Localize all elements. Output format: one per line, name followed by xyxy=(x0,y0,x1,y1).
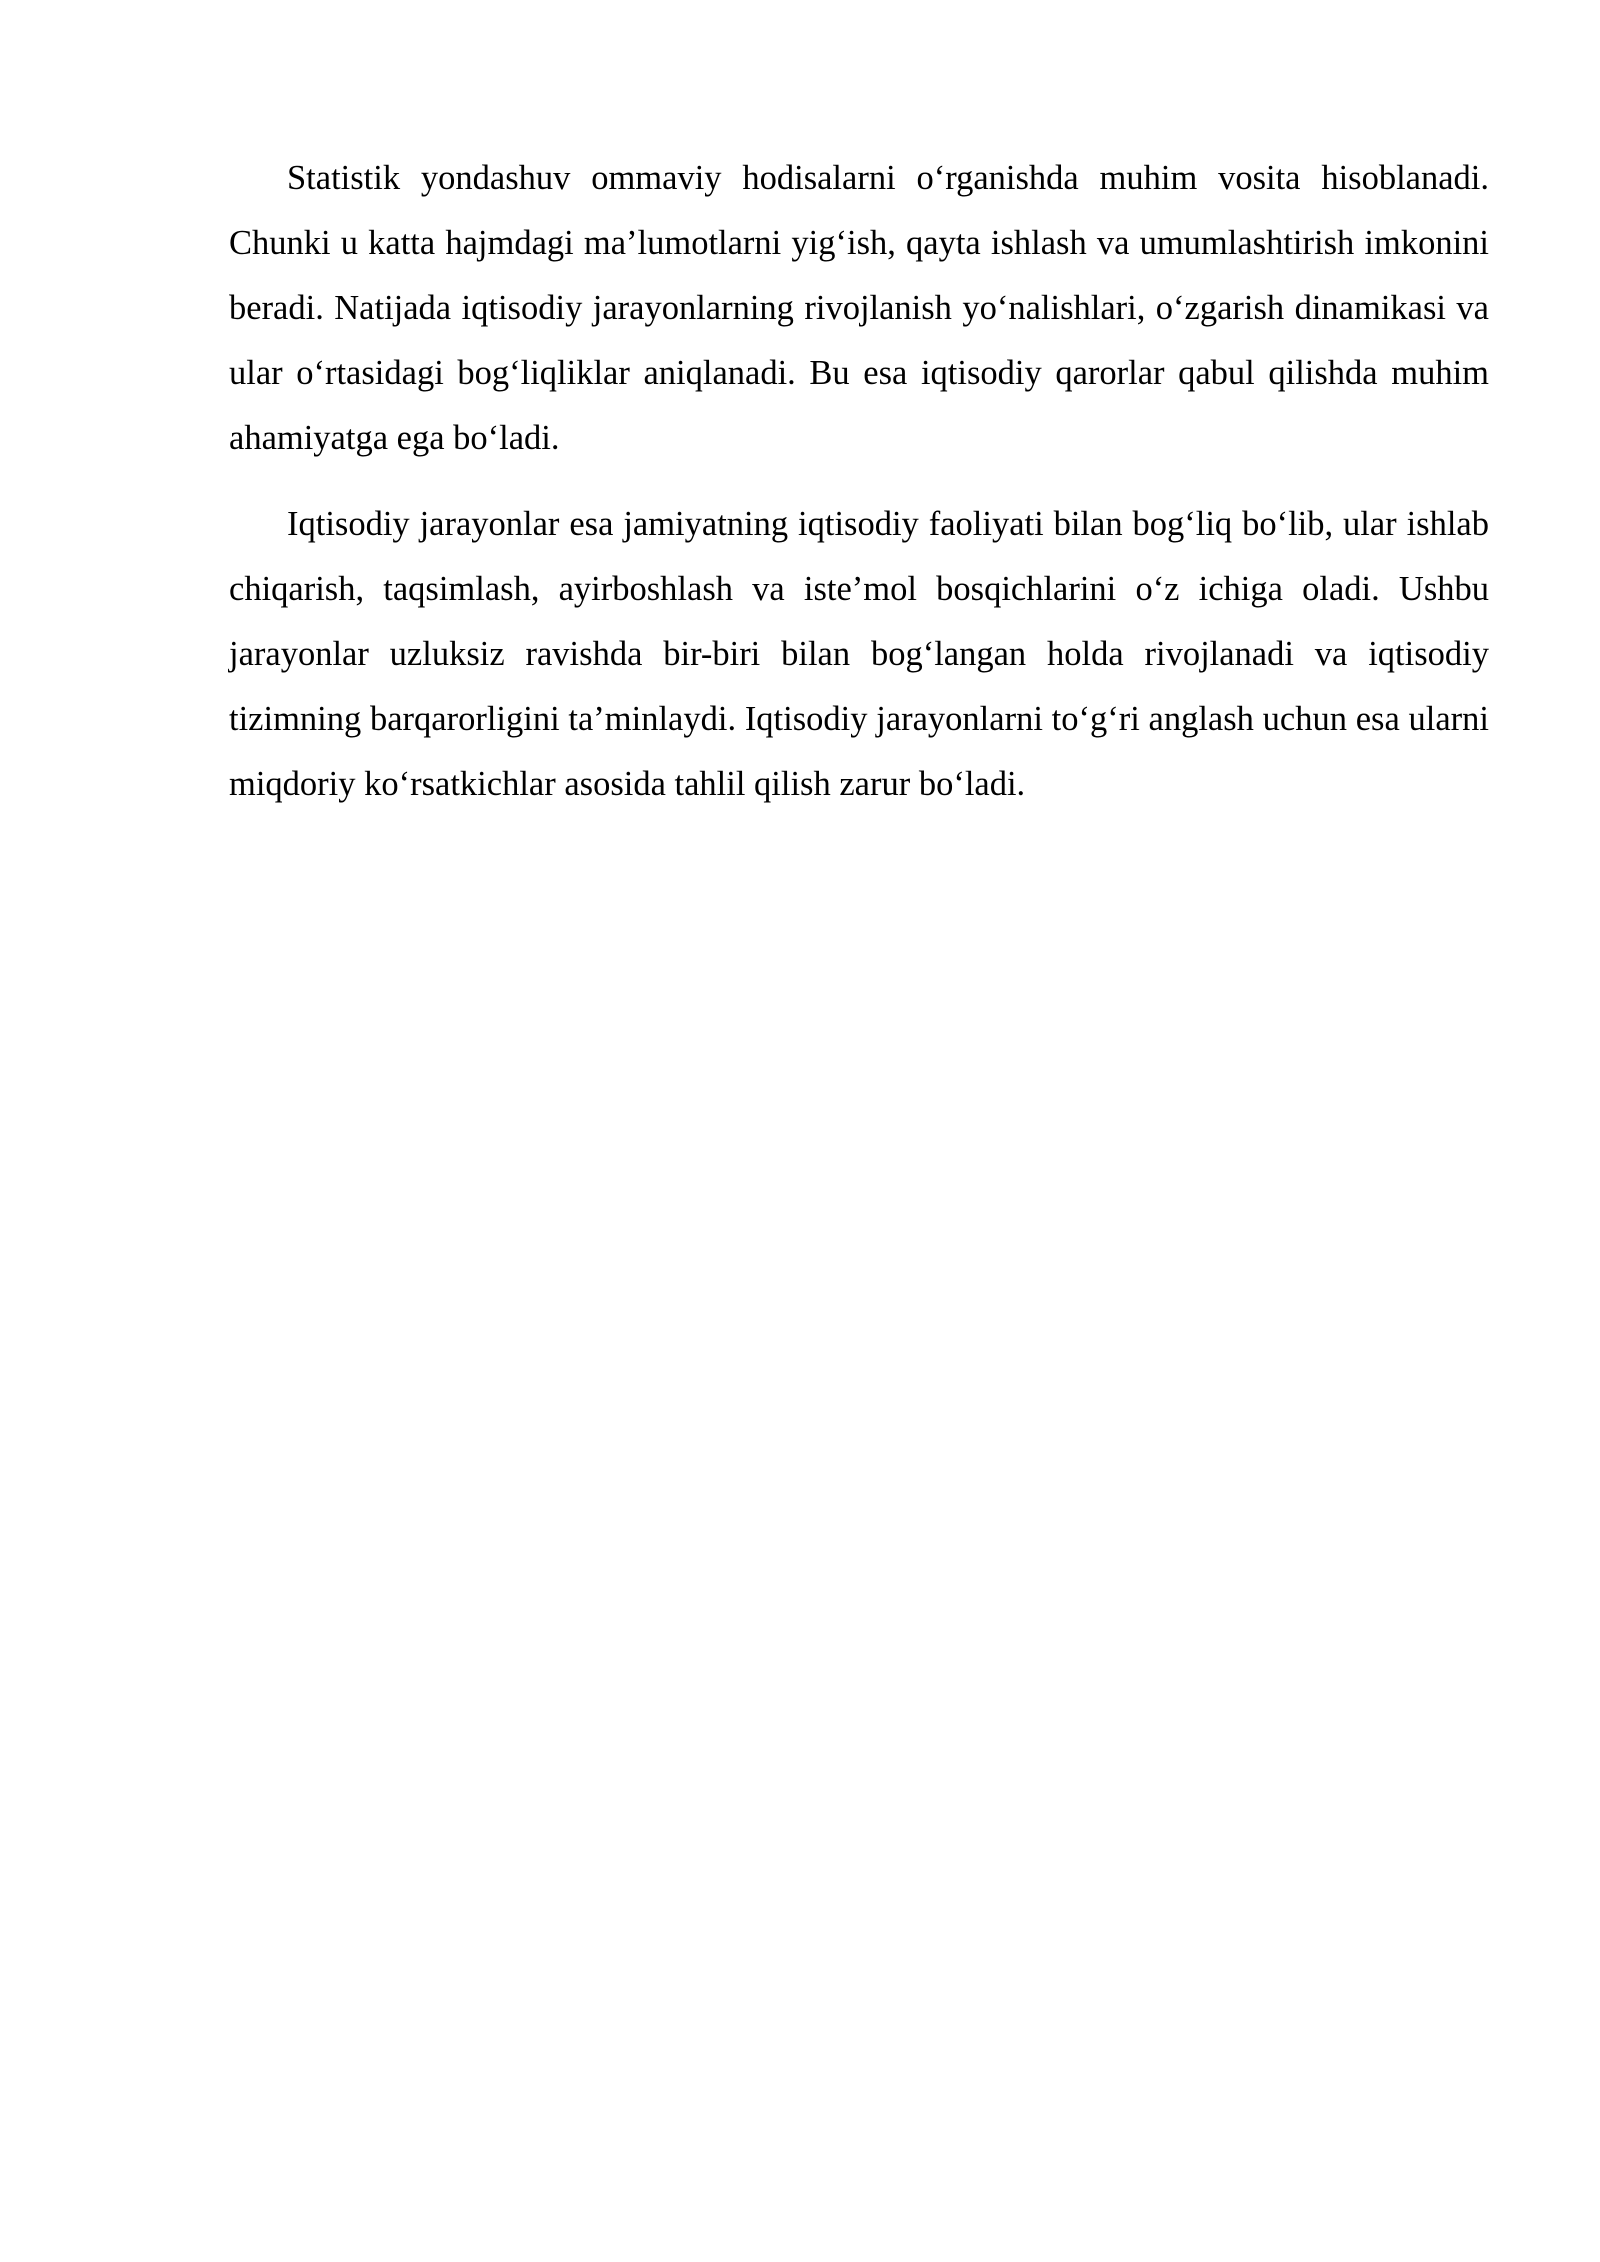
document-body xyxy=(229,146,1489,817)
paragraph-statistical-approach: Statistik yondashuv ommaviy hodisalarni o‘rganishda muhim vosita hisoblanadi. Chunki u katta hajmdagi ma’lumotlarni yig‘ish, qayta ishlash va umumlashtirish imkonini beradi. Natijada iqtisodiy jarayonlarning rivojlanish yo‘nalishlari, o‘zgarish dinamikasi va ular o‘rtasidagi bog‘liqliklar aniqlanadi. Bu esa iqtisodiy qarorlar qabul qilishda muhim ahamiyatga ega bo‘ladi. xyxy=(229,159,1489,457)
paragraph-economic-processes: Iqtisodiy jarayonlar esa jamiyatning iqtisodiy faoliyati bilan bog‘liq bo‘lib, ular ishlab chiqarish, taqsimlash, ayirboshlash va iste’mol bosqichlarini o‘z ichiga oladi. Ushbu jarayonlar uzluksiz ravishda bir-biri bilan bog‘langan holda rivojlanadi va iqtisodiy tizimning barqarorligini ta’minlaydi. Iqtisodiy jarayonlarni to‘g‘ri anglash uchun esa ularni miqdoriy ko‘rsatkichlar asosida tahlil qilish zarur bo‘ladi. xyxy=(229,505,1489,803)
